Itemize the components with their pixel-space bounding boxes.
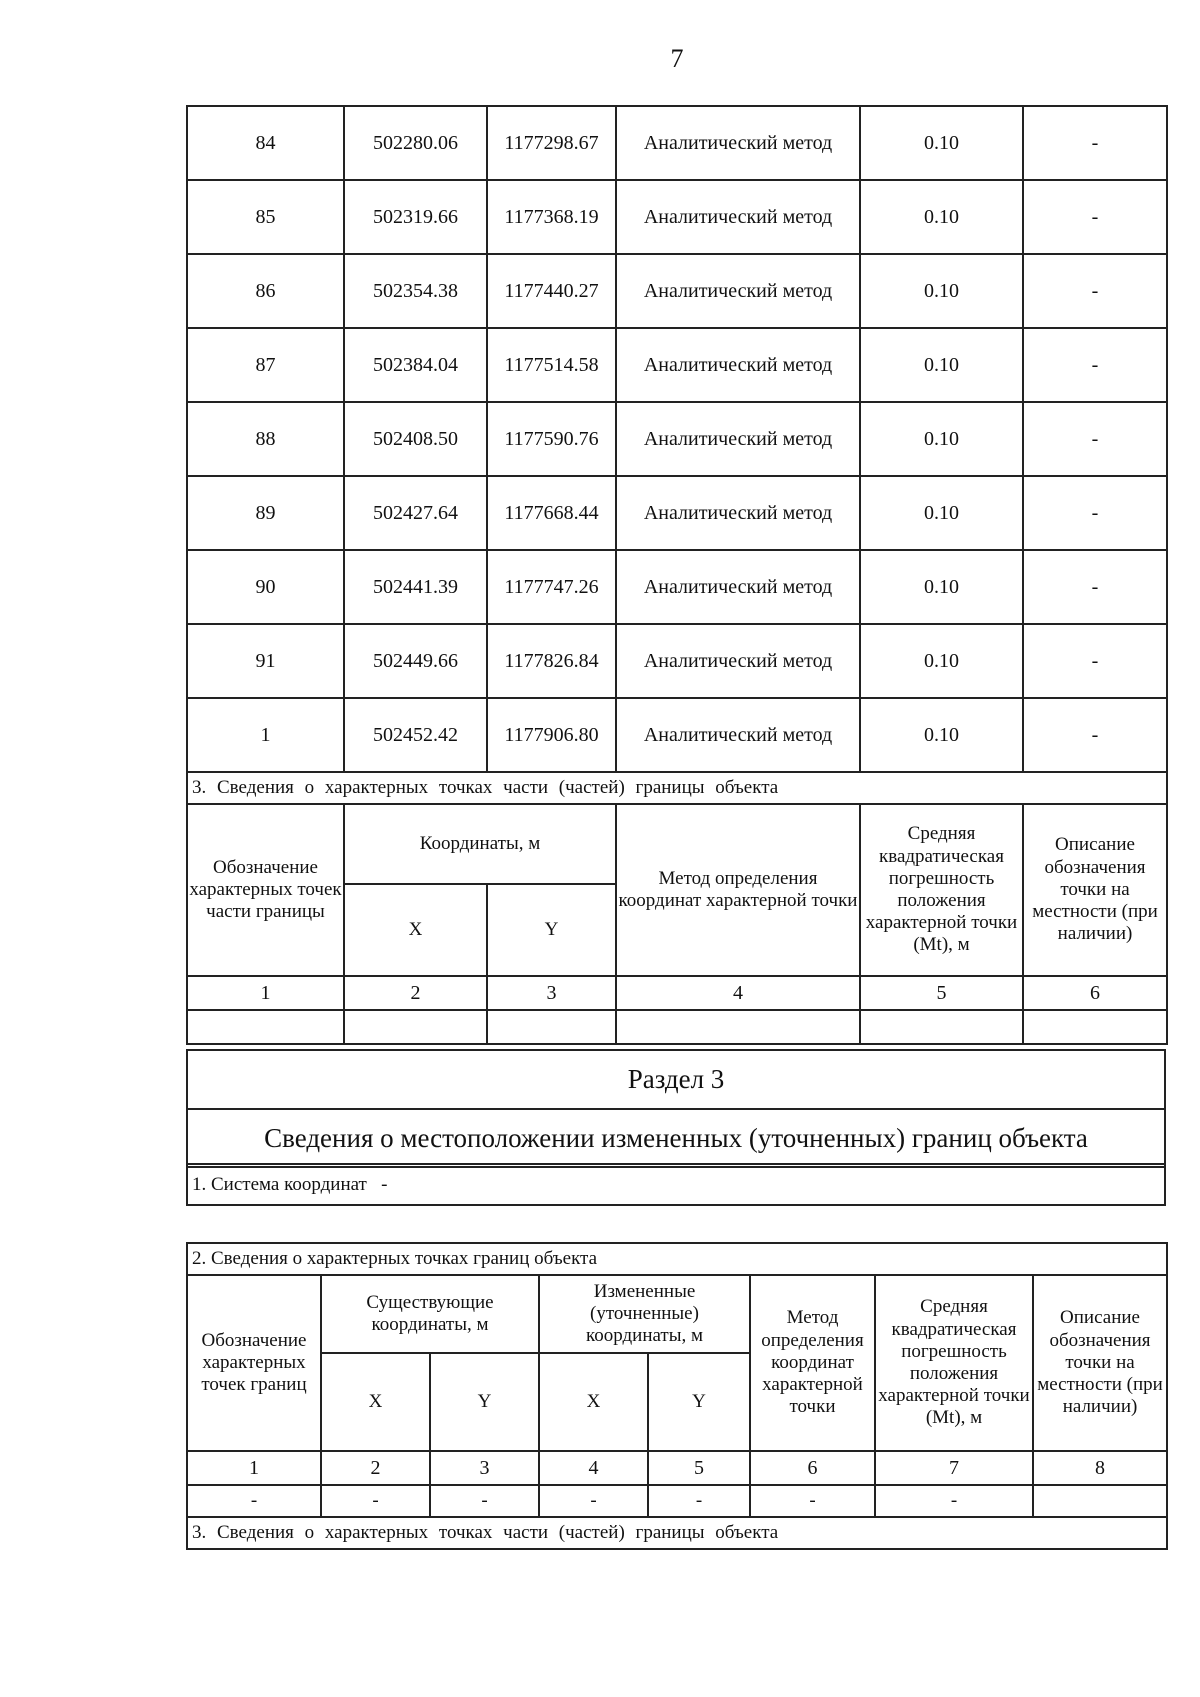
column-number: 5: [648, 1451, 750, 1485]
point-y: 1177440.27: [487, 254, 616, 328]
point-description: -: [1023, 254, 1167, 328]
point-y: 1177668.44: [487, 476, 616, 550]
point-description: -: [1023, 698, 1167, 772]
point-description: -: [1023, 106, 1167, 180]
empty-value-cell: -: [539, 1485, 648, 1517]
column-number: 4: [539, 1451, 648, 1485]
header-y: Y: [648, 1353, 750, 1451]
column-number: 1: [187, 976, 344, 1010]
empty-value-cell: -: [187, 1485, 321, 1517]
table-row: [187, 402, 1167, 476]
point-mt: 0.10: [860, 254, 1023, 328]
column-number: 5: [860, 976, 1023, 1010]
point-y: 1177368.19: [487, 180, 616, 254]
point-id: 84: [187, 106, 344, 180]
header-method: Метод определения координат характерной точки: [750, 1275, 875, 1451]
point-y: 1177826.84: [487, 624, 616, 698]
header-existing-coordinates: Существующие координаты, м: [321, 1275, 539, 1353]
column-number: 6: [1023, 976, 1167, 1010]
point-id: 89: [187, 476, 344, 550]
parts-section-heading: 3. Сведения о характерных точках части (частей) границы объекта: [187, 772, 1167, 804]
point-mt: 0.10: [860, 180, 1023, 254]
column-number: 6: [750, 1451, 875, 1485]
empty-value-cell: [1033, 1485, 1167, 1517]
table-row: [187, 550, 1167, 624]
point-method: Аналитический метод: [616, 698, 860, 772]
point-x: 502452.42: [344, 698, 487, 772]
point-mt: 0.10: [860, 624, 1023, 698]
column-number: 4: [616, 976, 860, 1010]
header-y: Y: [430, 1353, 539, 1451]
point-x: 502441.39: [344, 550, 487, 624]
point-method: Аналитический метод: [616, 328, 860, 402]
empty-value-cell: -: [321, 1485, 430, 1517]
header-x: X: [344, 884, 487, 976]
column-number: 1: [187, 1451, 321, 1485]
point-method: Аналитический метод: [616, 180, 860, 254]
point-method: Аналитический метод: [616, 402, 860, 476]
empty-cell: [616, 1010, 860, 1044]
empty-cell: [487, 1010, 616, 1044]
point-mt: 0.10: [860, 550, 1023, 624]
point-method: Аналитический метод: [616, 550, 860, 624]
point-id: 91: [187, 624, 344, 698]
point-method: Аналитический метод: [616, 624, 860, 698]
point-x: 502427.64: [344, 476, 487, 550]
table-row: [187, 180, 1167, 254]
coord-system-line: [187, 1164, 1165, 1205]
header-method: Метод определения координат характерной точки: [616, 804, 860, 976]
empty-value-cell: -: [430, 1485, 539, 1517]
section-subtitle: Сведения о местоположении измененных (уточненных) границ объекта: [187, 1109, 1165, 1167]
point-x: 502408.50: [344, 402, 487, 476]
section-title: Раздел 3: [187, 1050, 1165, 1109]
column-number: 3: [487, 976, 616, 1010]
point-id: 85: [187, 180, 344, 254]
column-number: 3: [430, 1451, 539, 1485]
point-x: 502280.06: [344, 106, 487, 180]
point-description: -: [1023, 476, 1167, 550]
table-row: [187, 624, 1167, 698]
point-y: 1177590.76: [487, 402, 616, 476]
changed-points-table: [186, 1242, 1168, 1550]
table-row: [187, 328, 1167, 402]
point-id: 1: [187, 698, 344, 772]
section3-title-block: [186, 1049, 1166, 1168]
point-y: 1177514.58: [487, 328, 616, 402]
header-y: Y: [487, 884, 616, 976]
coord-system-label: 1. Система координат: [192, 1173, 367, 1195]
point-description: -: [1023, 328, 1167, 402]
point-mt: 0.10: [860, 402, 1023, 476]
point-description: -: [1023, 180, 1167, 254]
points-table: [186, 105, 1168, 1045]
point-description: -: [1023, 624, 1167, 698]
point-x: 502384.04: [344, 328, 487, 402]
point-mt: 0.10: [860, 476, 1023, 550]
header-x: X: [539, 1353, 648, 1451]
header-designation: Обозначение характерных точек части границы: [187, 804, 344, 976]
table-row: [187, 254, 1167, 328]
points-table-body: [187, 106, 1167, 772]
empty-value-cell: -: [875, 1485, 1033, 1517]
empty-cell: [1023, 1010, 1167, 1044]
point-description: -: [1023, 402, 1167, 476]
header-changed-coordinates: Измененные (уточненные) координаты, м: [539, 1275, 750, 1353]
header-coordinates: Координаты, м: [344, 804, 616, 884]
point-id: 86: [187, 254, 344, 328]
point-x: 502449.66: [344, 624, 487, 698]
empty-value-cell: -: [648, 1485, 750, 1517]
coord-system-block: [186, 1163, 1166, 1206]
point-id: 90: [187, 550, 344, 624]
page-number: 7: [670, 44, 684, 73]
column-number: 8: [1033, 1451, 1167, 1485]
empty-cell: [344, 1010, 487, 1044]
point-method: Аналитический метод: [616, 476, 860, 550]
point-x: 502354.38: [344, 254, 487, 328]
header-description: Описание обозначения точки на местности (при наличии): [1023, 804, 1167, 976]
point-mt: 0.10: [860, 698, 1023, 772]
column-number: 2: [321, 1451, 430, 1485]
column-number: 7: [875, 1451, 1033, 1485]
header-description: Описание обозначения точки на местности (при наличии): [1033, 1275, 1167, 1451]
point-id: 88: [187, 402, 344, 476]
column-number: 2: [344, 976, 487, 1010]
point-method: Аналитический метод: [616, 106, 860, 180]
empty-cell: [860, 1010, 1023, 1044]
point-y: 1177906.80: [487, 698, 616, 772]
point-mt: 0.10: [860, 106, 1023, 180]
coord-system-value: -: [381, 1173, 388, 1195]
table-row: [187, 698, 1167, 772]
table-row: [187, 476, 1167, 550]
empty-cell: [187, 1010, 344, 1044]
point-id: 87: [187, 328, 344, 402]
header-mt: Средняя квадратическая погрешность положения характерной точки (Mt), м: [875, 1275, 1033, 1451]
header-x: X: [321, 1353, 430, 1451]
parts-heading: 3. Сведения о характерных точках части (частей) границы объекта: [187, 1517, 1167, 1549]
point-description: -: [1023, 550, 1167, 624]
header-mt: Средняя квадратическая погрешность положения характерной точки (Mt), м: [860, 804, 1023, 976]
point-x: 502319.66: [344, 180, 487, 254]
point-method: Аналитический метод: [616, 254, 860, 328]
table-row: [187, 106, 1167, 180]
points-heading: 2. Сведения о характерных точках границ объекта: [187, 1243, 1167, 1275]
header-designation: Обозначение характерных точек границ: [187, 1275, 321, 1451]
empty-value-cell: -: [750, 1485, 875, 1517]
point-y: 1177747.26: [487, 550, 616, 624]
point-mt: 0.10: [860, 328, 1023, 402]
point-y: 1177298.67: [487, 106, 616, 180]
